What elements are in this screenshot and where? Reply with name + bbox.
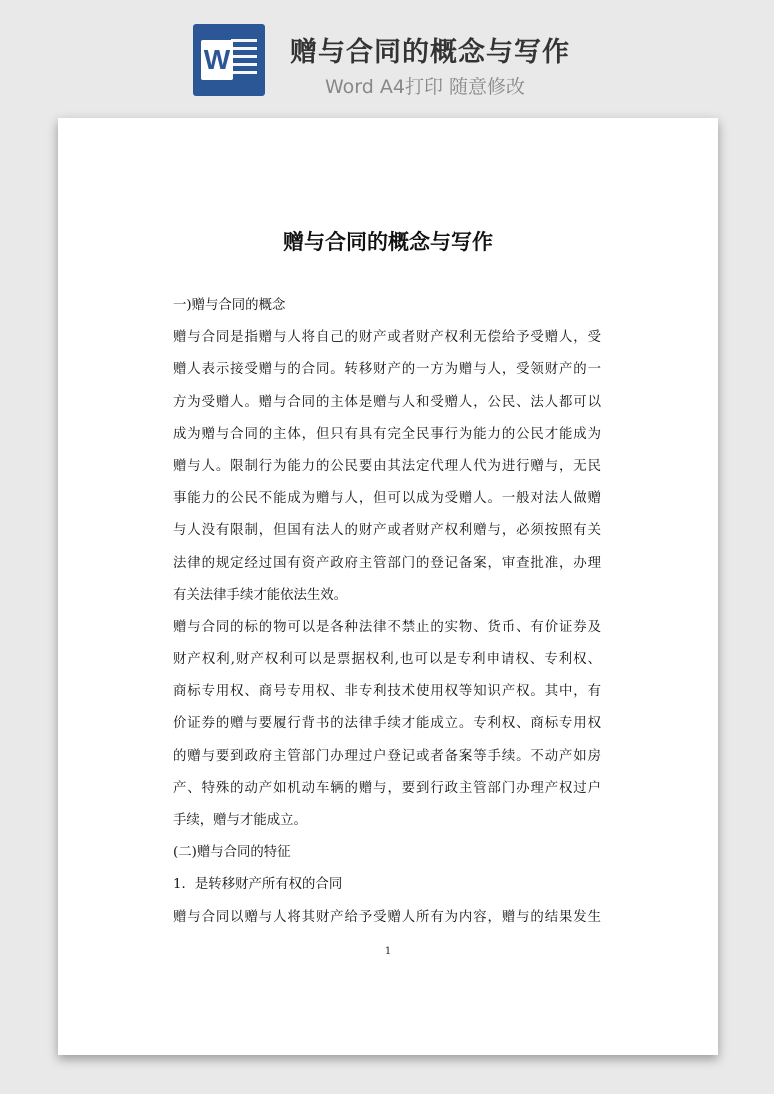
paragraph-line: 的赠与要到政府主管部门办理过户登记或者备案等手续。不动产如房 [173, 748, 601, 764]
document-page [58, 118, 718, 1055]
paragraph-line: 法律的规定经过国有资产政府主管部门的登记备案，审查批准，办理 [173, 555, 601, 571]
word-icon-letter: W [201, 40, 233, 80]
word-icon-lines [231, 39, 257, 79]
section-heading: 一)赠与合同的概念 [173, 298, 286, 313]
banner-subtitle: Word A4打印 随意修改 [325, 76, 526, 98]
document-title: 赠与合同的概念与写作 [283, 229, 493, 254]
sub-heading: 1．是转移财产所有权的合同 [173, 877, 343, 893]
paragraph-line: 赠与合同是指赠与人将自己的财产或者财产权利无偿给予受赠人，受 [173, 330, 601, 346]
paragraph-line: 成为赠与合同的主体，但只有具有完全民事行为能力的公民才能成为 [173, 426, 601, 442]
paragraph-line: 赠与合同以赠与人将其财产给予受赠人所有为内容，赠与的结果发生 [173, 909, 601, 925]
page-number: 1 [384, 946, 392, 957]
paragraph-line: 财产权利,财产权利可以是票据权利,也可以是专利申请权、专利权、 [173, 652, 601, 668]
document-body [173, 290, 601, 934]
paragraph-line: 产、特殊的动产如机动车辆的赠与，要到行政主管部门办理产权过户 [173, 780, 601, 796]
paragraph-line: 赠人表示接受赠与的合同。转移财产的一方为赠与人，受领财产的一 [173, 362, 601, 378]
banner-title: 赠与合同的概念与写作 [290, 37, 570, 68]
header-banner [0, 0, 774, 118]
paragraph-line: 与人没有限制，但国有法人的财产或者财产权利赠与，必须按照有关 [173, 523, 601, 539]
word-document-icon [193, 24, 265, 96]
paragraph-line: 赠与人。限制行为能力的公民要由其法定代理人代为进行赠与，无民 [173, 458, 601, 474]
paragraph-line: 方为受赠人。赠与合同的主体是赠与人和受赠人，公民、法人都可以 [173, 394, 601, 410]
paragraph-line: 有关法律手续才能依法生效。 [173, 587, 348, 603]
paragraph-line: 价证券的赠与要履行背书的法律手续才能成立。专利权、商标专用权 [173, 716, 601, 732]
paragraph-line: 手续，赠与才能成立。 [173, 813, 307, 828]
paragraph-line: 商标专用权、商号专用权、非专利技术使用权等知识产权。其中，有 [173, 684, 601, 700]
section-heading: (二)赠与合同的特征 [173, 845, 291, 861]
paragraph-line: 事能力的公民不能成为赠与人，但可以成为受赠人。一般对法人做赠 [173, 491, 601, 507]
paragraph-line: 赠与合同的标的物可以是各种法律不禁止的实物、货币、有价证券及 [173, 619, 601, 635]
